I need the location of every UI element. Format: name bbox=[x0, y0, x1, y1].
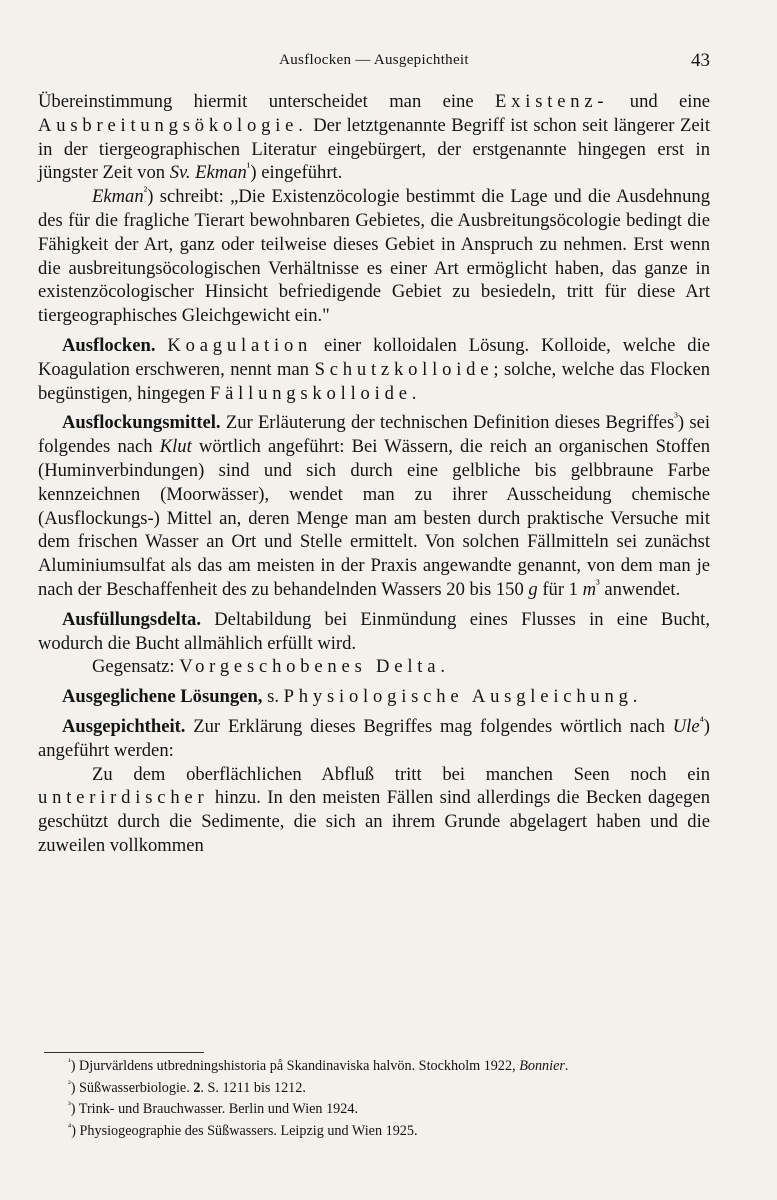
entry-ausflocken bbox=[38, 334, 710, 405]
unit-exponent: ³ bbox=[596, 576, 600, 591]
footnote-2 bbox=[48, 1078, 712, 1100]
paragraph-abfluss bbox=[38, 763, 710, 858]
footnote-ref: ³ bbox=[674, 410, 678, 425]
text-run: anwendet. bbox=[599, 578, 681, 600]
text-run: Zu dem oberflächlichen Abfluß tritt bei manchen Seen noch ein bbox=[92, 763, 710, 785]
footnote-ref: ² bbox=[143, 184, 148, 198]
main-text bbox=[38, 90, 710, 858]
footnote-mark: ³ bbox=[68, 1099, 71, 1110]
text-run: Zur Erklärung dieses Begriffes mag folgendes wörtlich nach bbox=[185, 715, 673, 737]
spaced-term: unterirdischer bbox=[38, 787, 209, 809]
text-run: . S. 1211 bis 1212. bbox=[200, 1079, 306, 1096]
entry-ausgeglichene-loesungen bbox=[38, 685, 710, 709]
text-run: ) Süßwasserbiologie. bbox=[70, 1079, 194, 1096]
spaced-term: Ausbreitungsökologie. bbox=[38, 114, 308, 136]
text-run: ) Physiogeographie des Süßwassers. Leipzig und Wien 1925. bbox=[71, 1122, 418, 1139]
text-run: Gegensatz: bbox=[92, 656, 180, 678]
author-name: Sv. Ekman bbox=[169, 162, 247, 184]
text-run: ) Djurvärldens utbredningshistoria på Skandinaviska halvön. Stockholm 1922, bbox=[70, 1058, 520, 1074]
entry-headword: Ausgepichtheit. bbox=[62, 715, 186, 737]
footnotes bbox=[48, 1056, 712, 1142]
author-name: Ekman bbox=[92, 186, 144, 208]
paragraph-ekman-quote bbox=[38, 185, 710, 328]
unit: m bbox=[582, 578, 597, 600]
author-name: Ule bbox=[672, 715, 700, 737]
footnote-3 bbox=[48, 1099, 712, 1121]
spaced-term: Fällungskolloide bbox=[209, 382, 412, 404]
text-run: Zur Erläuterung der technischen Definition dieses Begriffes bbox=[220, 412, 675, 434]
entry-headword: Ausfüllungsdelta. bbox=[62, 608, 201, 630]
footnote-ref: ¹ bbox=[246, 160, 251, 175]
footnote-ref: ⁴ bbox=[699, 713, 704, 728]
entry-ausflockungsmittel bbox=[38, 411, 710, 601]
spaced-term: Koagulation bbox=[167, 334, 313, 356]
author-name: Klut bbox=[159, 436, 192, 458]
spaced-term: Schutzkolloide bbox=[314, 358, 494, 380]
text-run: ) schreibt: „Die Existenzöcologie bestimmt die Lage und die Ausdehnung des für die fragliche Tierart bewohnbaren Gebietes, die Ausbreitungsöcologie bedingt die Fähigkeit der Art, ganz oder teilweise dieses Gebiet in Anspruch zu nehmen. Erst wenn die ausbreitungsöcologischen Verhältnisse es einer Art ermöglicht haben, das ganze in existenzöcologischer Hinsicht befriedigende Gebiet zu besiedeln, tritt für diese Art tiergeographisches Gleichgewicht ein." bbox=[38, 186, 710, 327]
text-run: Der letztgenannte Begriff ist schon seit längerer Zeit in der tiergeographischen Literatur eingebürgert, der erstgenannte hingegen erst in jüngster Zeit von bbox=[38, 114, 710, 184]
unit: g bbox=[528, 578, 538, 600]
spaced-term: Physiologische Ausgleichung. bbox=[283, 686, 643, 708]
footnote-divider bbox=[44, 1052, 204, 1053]
volume-number: 2 bbox=[193, 1079, 201, 1096]
running-head: Ausflocken — Ausgepichtheit bbox=[279, 52, 469, 68]
text-run: hinzu. In den meisten Fällen sind allerdings die Becken dagegen geschützt durch die Sedimente, die sich an ihrem Grunde abgelagert haben und die zuweilen vollkommen bbox=[38, 787, 710, 856]
publisher-name: Bonnier bbox=[519, 1058, 565, 1074]
text-run: und eine bbox=[608, 91, 711, 112]
text-run: ) Trink- und Brauchwasser. Berlin und Wien 1924. bbox=[70, 1101, 358, 1117]
paragraph-gegensatz bbox=[38, 655, 710, 679]
text-run bbox=[156, 335, 168, 356]
text-run: einer kolloidalen Lösung. Kolloide, welche die Koagulation erschweren, nennt man bbox=[38, 334, 710, 380]
entry-headword: Ausgeglichene Lösungen, bbox=[62, 686, 263, 708]
text-run: . bbox=[411, 382, 417, 404]
text-run: ) angeführt werden: bbox=[38, 715, 710, 761]
text-run: Deltabildung bei Einmündung eines Flusses in eine Bucht, wodurch die Bucht allmählich erfüllt wird. bbox=[38, 608, 710, 654]
page-number: 43 bbox=[691, 50, 710, 71]
page-header bbox=[38, 50, 710, 76]
text-run: ; solche, welche das Flocken begünstigen, hingegen bbox=[38, 358, 710, 404]
entry-headword: Ausflocken. bbox=[62, 334, 156, 356]
footnote-mark: ⁴ bbox=[68, 1120, 72, 1131]
spaced-term: Existenz- bbox=[494, 91, 609, 112]
text-run: ) sei folgendes nach bbox=[38, 412, 711, 458]
entry-ausfuellungsdelta bbox=[38, 608, 710, 656]
text-run: für 1 bbox=[537, 578, 583, 600]
text-run: . bbox=[564, 1058, 569, 1074]
text-run: ) eingeführt. bbox=[250, 162, 343, 184]
spaced-term: Vorgeschobenes Delta. bbox=[179, 656, 450, 678]
footnote-mark: ¹ bbox=[68, 1056, 71, 1067]
text-run: wörtlich angeführt: Bei Wässern, die reich an organischen Stoffen (Huminverbindungen) sind und sich durch eine gelbliche bis gelbbraune Farbe kennzeichnen (Moorwässer), wendet man zu ihrer Ausscheidung chemische (Ausflockungs-) Mittel an, deren Menge man am besten durch praktische Versuche mit dem frischen Wasser an Ort und Stelle ermittelt. Von solchen Fällmitteln sei zunächst Aluminiumsulfat als das am meisten in der Praxis angewandte genannt, von dem man je nach der Beschaffenheit des zu behandelnden Wassers 20 bis 150 bbox=[38, 436, 710, 600]
paragraph-existenz bbox=[38, 90, 710, 185]
entry-ausgepichtheit bbox=[38, 715, 710, 763]
footnote-4 bbox=[48, 1121, 712, 1143]
entry-headword: Ausflockungsmittel. bbox=[62, 412, 221, 434]
footnote-1 bbox=[48, 1056, 712, 1078]
text-run: s. bbox=[262, 686, 284, 708]
text-run: Übereinstimmung hiermit unterscheidet man eine bbox=[38, 91, 495, 112]
footnote-mark: ² bbox=[68, 1077, 71, 1088]
